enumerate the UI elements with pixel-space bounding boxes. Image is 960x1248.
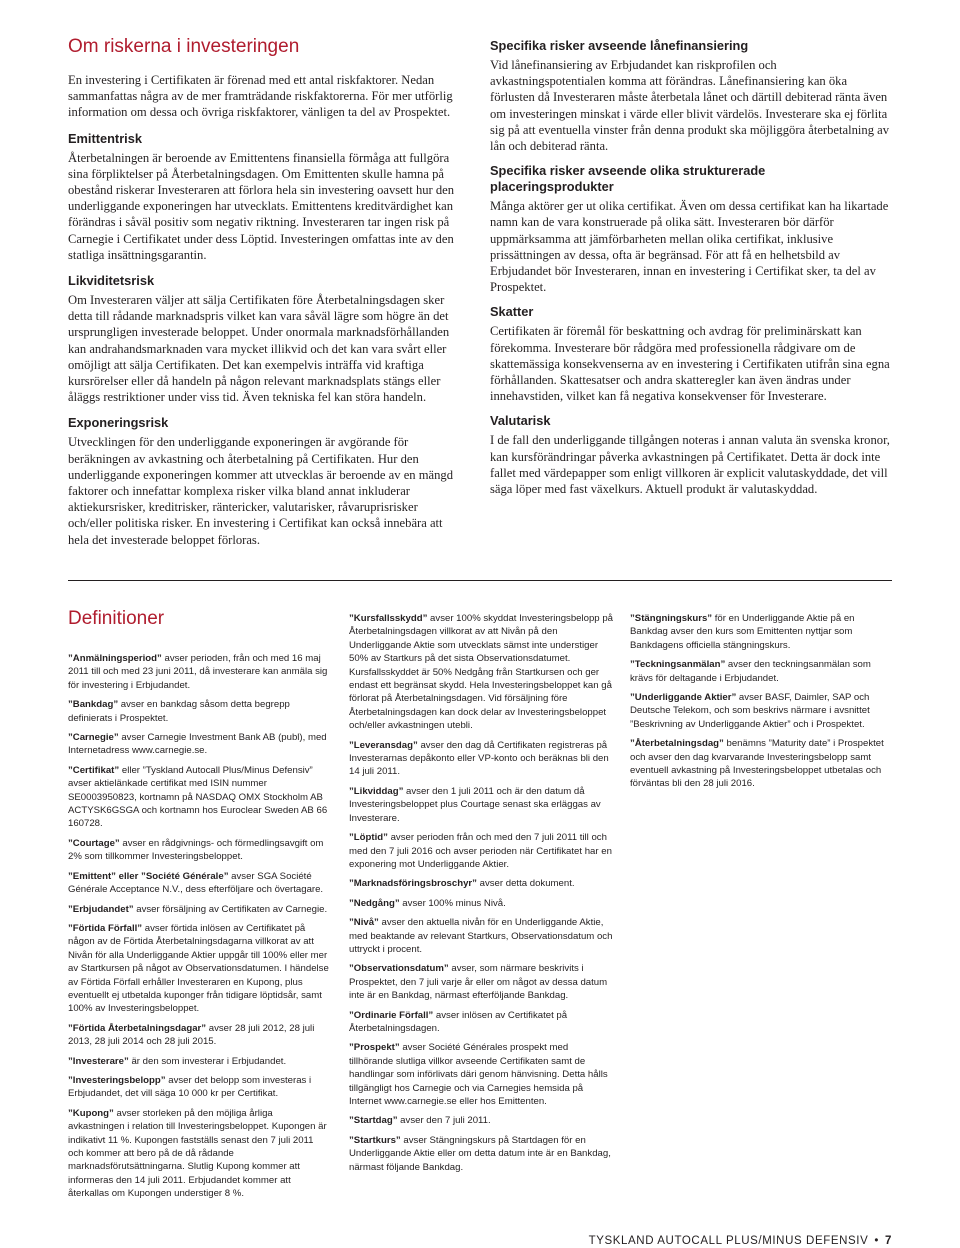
definition-term: ”Löptid”: [349, 832, 388, 844]
definition-term: ”Stängningskurs”: [630, 613, 713, 624]
definition-text: avser 28 juli 2012, 28 juli 2013, 28 juli 2014 och 28 juli 2015.: [68, 1022, 315, 1048]
definition-term: ”Certifikat”: [68, 764, 120, 776]
definition-text: avser den 7 juli 2011.: [397, 1115, 491, 1127]
definition-term: ”Teckningsanmälan”: [630, 659, 726, 671]
risk-section-heading: Likviditetsrisk: [68, 273, 155, 289]
definition-entry: [68, 922, 330, 1016]
definition-term: ”Carnegie”: [68, 732, 119, 744]
definition-term: ”Kursfallsskydd”: [349, 613, 428, 624]
risk-section-heading: Skatter: [490, 304, 534, 320]
definitions-column-2: [349, 612, 613, 1180]
definition-entry: [349, 831, 613, 871]
risk-section-text: Många aktörer ger ut olika certifikat. Även om dessa certifikat kan ha likartade namn kan de vara konstruerade på olika sätt. Investeraren bör därför uppmärksamma att jämförbarheten mellan olika certifikat, inklusive prissättningen av dessa, ofta är begränsad. För att få en helhetsbild av Erbjudandet bör Investeraren, innan en investering i Certifikat sker, ta del av Prospektet.: [490, 199, 889, 295]
risk-section-heading: Exponeringsrisk: [68, 415, 169, 431]
definition-term: ”Likviddag”: [349, 785, 404, 797]
definitions-column-3: [630, 612, 892, 797]
definition-entry: [68, 731, 330, 758]
definition-entry: [68, 698, 330, 725]
risk-section-text: Vid lånefinansiering av Erbjudandet kan riskprofilen och avkastningspotentialen komma att förändras. Lånefinansiering kan öka förlusten då Investeraren måste återbetala lånet och därtill debiterad ränta även om investeringen minskat i värde eller blivit värdelös. Investerare ska ej förlita sig på att eventuella vinster från denna produkt ska möjliggöra återbetalning av lån och debiterad ränta.: [490, 58, 890, 154]
definition-entry: [349, 1114, 613, 1127]
footer-title: TYSKLAND AUTOCALL PLUS/MINUS DEFENSIV: [588, 1235, 869, 1247]
definition-entry: [349, 1009, 613, 1036]
definition-term: ”Observationsdatum”: [349, 963, 449, 975]
definition-entry: [349, 739, 613, 779]
definition-term: ”Ordinarie Förfall”: [349, 1009, 434, 1021]
risks-intro: En investering i Certifikaten är förenad med ett antal riskfaktorer. Nedan sammanfattas några av de mer framträdande riskfaktorerna. För mer utförlig information om dessa och övriga riskfaktorer, vänligen ta del av Prospektet.: [68, 73, 453, 120]
definition-text: avser Carnegie Investment Bank AB (publ), med Internetadress www.carnegie.se.: [68, 732, 327, 757]
definition-term: ”Startkurs”: [349, 1134, 401, 1146]
definitions-title-wrap: [68, 608, 164, 630]
definition-text: avser BASF, Daimler, SAP och Deutsche Telekom, och som beskrivs närmare i avsnittet ”Beskrivning av Underliggande Aktier” och i Prospektet.: [630, 692, 870, 730]
definition-entry: [68, 870, 330, 897]
risk-section-heading: Emittentrisk: [68, 130, 142, 146]
risk-section-text: Om Investeraren väljer att sälja Certifikaten före Återbetalningsdagen sker detta till rådande marknadspris vilket kan vara såväl lägre som högre än det ursprungligen investerade beloppet. Under onormala marknadsförhållanden kan andrahandsmarknaden vara mycket illikvid och det kan vara svårt eller omöjligt att sälja Certifikaten. Det kan exempelvis inträffa vid kraftiga kursrörelser eller då handeln på någon relevant marknadsplats stängs eller åläggs restriktioner under viss tid. Även tekniska fel kan störa handeln.: [68, 293, 450, 405]
risks-left-sections: [68, 131, 464, 548]
risks-title: Om riskerna i investeringen: [68, 36, 300, 57]
definition-entry: [68, 1022, 330, 1049]
page-footer: [589, 1235, 892, 1247]
definition-text: avser 100% skyddat Investeringsbelopp på Återbetalningsdagen villkorat av att Nivån på den Underliggande Aktie som utvecklats sämst inte understiger 50% av Startkurs på det sista Observationsdatumet. Kursfallsskyddet är 50% Nedgång från Startkursen och ger endast ett begränsat skydd. Hela Investeringsbeloppet kan gå förlorat på Återbetalningsdagen. Vid försäljning före Återbetalningsdagen kan dock delar av Investeringsbeloppet och/eller avkastningen utebli.: [349, 613, 613, 732]
definition-entry: [630, 612, 892, 652]
definition-text: benämns ”Maturity date” i Prospektet och avser den dag kvarvarande Investeringsbelopp samt eventuell avkastning på Investeringsbeloppet utbetalas och förväntas bli den 28 juli 2016.: [630, 738, 884, 790]
definition-text: avser perioden, från och med 16 maj 2011 till och med 23 juni 2011, då investerare kan anmäla sig för investering i Erbjudandet.: [68, 653, 328, 691]
definition-text: för en Underliggande Aktie på en Bankdag avser den kurs som Emittenten nyttjar som Bankdagens officiella stängningskurs.: [630, 613, 855, 651]
risks-left-column: [68, 36, 464, 548]
definition-text: avser den teckningsanmälan som krävs för deltagande i Erbjudandet.: [630, 659, 871, 684]
definition-entry: [349, 612, 613, 733]
definition-text: avser en bankdag såsom detta begrepp definierats i Prospektet.: [68, 699, 290, 724]
definition-text: avser SGA Société Générale Acceptance N.V., dess efterföljare och övertagare.: [68, 870, 324, 896]
risks-right-column: [490, 38, 890, 497]
risk-section-text: Återbetalningen är beroende av Emittentens finansiella förmåga att fullgöra sina förpliktelser på Återbetalningsdagen. Om Emittenten skulle hamna på obestånd riskerar Investeraren att förlora hela sin investering oavsett hur den underliggande exponeringen har utvecklats. Emittentens kreditvärdighet kan förändras i såväl positiv som negativ riktning. Investeraren tar ingen risk på Carnegie i Certifikatet under dess Löptid. Investeringen omfattas inte av den statliga insättningsgarantin.: [68, 150, 455, 262]
definition-term: ”Investerare”: [68, 1055, 129, 1067]
risk-section-heading: Valutarisk: [490, 413, 551, 429]
definition-entry: [349, 897, 613, 910]
definition-text: avser förtida inlösen av Certifikatet på någon av de Förtida Återbetalningsdagarna villkorat av att Nivån för alla Underliggande Aktier uppgår till 100% eller mer av Startkursen på något av Observationsdatumen. I händelse av Förtida Förfall erhåller Investeraren en Kupong, plus eventuellt ej utbetalda kuponger från tidigare löptidsår, samt 100% av Investeringsbeloppet.: [68, 922, 329, 1015]
definition-entry: [630, 691, 892, 731]
definition-term: ”Prospekt”: [349, 1042, 400, 1054]
definition-term: ”Kupong”: [68, 1107, 114, 1119]
definition-entry: [68, 764, 330, 831]
definition-text: avser det belopp som investeras i Erbjudandet, det vill säga 10 000 kr per Certifikat.: [68, 1074, 312, 1100]
definition-term: ”Förtida Återbetalningsdagar”: [68, 1022, 207, 1034]
definition-term: ”Erbjudandet”: [68, 903, 134, 915]
definition-entry: [630, 737, 892, 791]
definitions-column-1: [68, 652, 330, 1207]
definition-term: ”Investeringsbelopp”: [68, 1074, 166, 1086]
definition-entry: [68, 837, 330, 864]
definition-term: ”Nedgång”: [349, 897, 400, 909]
definition-term: ”Bankdag”: [68, 699, 119, 711]
risk-section-heading: Specifika risker avseende lånefinansiering: [490, 38, 749, 53]
definition-term: ”Startdag”: [349, 1115, 398, 1127]
definition-entry: [349, 1134, 613, 1174]
definition-text: är den som investerar i Erbjudandet.: [128, 1055, 287, 1067]
definition-entry: [349, 916, 613, 956]
definition-entry: [68, 1074, 330, 1101]
page-number: 7: [885, 1235, 892, 1247]
definition-entry: [349, 962, 613, 1002]
definition-term: ”Anmälningsperiod”: [68, 653, 162, 664]
definition-term: ”Courtage”: [68, 837, 120, 849]
definition-term: ”Emittent” eller ”Société Générale”: [68, 870, 229, 882]
definition-text: avser detta dokument.: [476, 878, 575, 890]
footer-bullet: •: [874, 1235, 879, 1247]
definition-text: avser den aktuella nivån för en Underliggande Aktie, med beaktande av relevant Startkurs, Observationsdatum och uttryckt i procent.: [349, 917, 613, 955]
definition-entry: [68, 1107, 330, 1201]
definition-text: avser 100% minus Nivå.: [399, 897, 506, 909]
definition-entry: [68, 903, 330, 916]
definition-entry: [349, 1041, 613, 1108]
definition-text: avser den 1 juli 2011 och är den datum då Investeringsbeloppet plus Courtage senast ska erläggas av Investerare.: [349, 785, 601, 824]
definition-text: avser Société Générales prospekt med tillhörande slutliga villkor avseende Certifikaten samt de handlingar som införlivats däri genom hänvisning. Detta hålls tillgängligt hos Carnegie och via Carnegies hemsida på Internet www.carnegie.se eller hos Emittenten.: [349, 1042, 608, 1107]
definition-term: ”Leveransdag”: [349, 739, 418, 751]
definition-text: avser Stängningskurs på Startdagen för en Underliggande Aktie eller om detta datum inte är en Bankdag, närmast följande Bankdag.: [349, 1134, 611, 1173]
definition-term: ”Nivå”: [349, 917, 379, 929]
risk-section-text: Certifikaten är föremål för beskattning och avdrag för preliminärskatt kan förekomma. Investerare bör rådgöra med professionella rådgivare om de skattemässiga konsekvenserna av en investering i Certifikaten utifrån sina egna förhållanden. Skattesatser och andra skatteregler kan även ändras under innehavstiden, vilket kan få negativa konsekvenser för Investerare.: [490, 324, 890, 404]
definition-text: avser perioden från och med den 7 juli 2011 till och med den 7 juli 2016 och avser perioden när Certifikatet har en exponering mot Underliggande Aktier.: [349, 832, 612, 870]
definition-entry: [349, 877, 613, 890]
definition-entry: [630, 658, 892, 685]
definition-text: avser den dag då Certifikaten registreras på Investerarnas depåkonto eller VP-konto och beräknas bli den 14 juli 2011.: [349, 739, 609, 778]
definition-text: avser, som närmare beskrivits i Prospektet, den 7 juli varje år eller om något av dessa datum inte är en Bankdag, närmast efterföljande Bankdag.: [349, 963, 608, 1002]
definition-text: eller ”Tyskland Autocall Plus/Minus Defensiv” avser aktielänkade certifikat med ISIN nummer SE0003950823, kortnamn på NASDAQ OMX Stockholm AB ACTYSK6GSGA och kortnamn hos Euroclear Sweden AB 66 160728.: [68, 764, 328, 830]
definition-text: avser en rådgivnings- och förmedlingsavgift om 2% som tillkommer Investeringsbeloppet.: [68, 837, 324, 863]
definitions-title: Definitioner: [68, 608, 165, 629]
definition-text: avser storleken på den möjliga årliga avkastningen i relation till Investeringsbeloppet. Kupongen är indikativt 11 %. Kupongen fastställs senast den 7 juli 2011 och kommer att bero på de då rådande marknadsförutsättningarna. Slutlig Kupong kommer att informeras den 14 juli 2011. Erbjudandet kommer att återkallas om Kupongen understiger 8 %.: [68, 1107, 327, 1200]
risk-section-text: Utvecklingen för den underliggande exponeringen är avgörande för beräkningen av avkastning och återbetalning på Certifikaten. Hur den underliggande exponeringen kommer att utvecklas är beroende av en mängd faktorer och innefattar komplexa risker vilka bland annat inkluderar aktiekursrisker, kreditrisker, räntericker, valutarisker, råvaruprisrisker och/eller politiska risker. En investering i Certifikat kan också innebära att hela det investerade beloppet förloras.: [68, 435, 454, 547]
definition-entry: [68, 652, 330, 692]
section-divider: [68, 580, 892, 581]
risks-right-sections: [490, 38, 890, 497]
definition-text: avser försäljning av Certifikaten av Carnegie.: [133, 903, 328, 915]
risk-section-text: I de fall den underliggande tillgången noteras i annan valuta än svenska kronor, kan kursförändringar påverka avkastningen på Certifikatet. Detta är dock inte fallet med värdepapper som enligt villkoren är explicit valutaskyddade, det vill säga löper med fast växelkurs. Aktuell produkt är valutaskyddad.: [490, 433, 890, 497]
risk-section-heading: Specifika risker avseende olika strukturerade placeringsprodukter: [490, 163, 766, 195]
definition-entry: [349, 785, 613, 825]
definition-term: ”Marknadsföringsbroschyr”: [349, 878, 477, 890]
definition-term: ”Förtida Förfall”: [68, 922, 143, 934]
definition-term: ”Återbetalningsdag”: [630, 738, 724, 750]
definition-term: ”Underliggande Aktier”: [630, 692, 737, 704]
definition-entry: [68, 1055, 330, 1068]
definition-text: avser inlösen av Certifikatet på Återbetalningsdagen.: [349, 1009, 568, 1034]
